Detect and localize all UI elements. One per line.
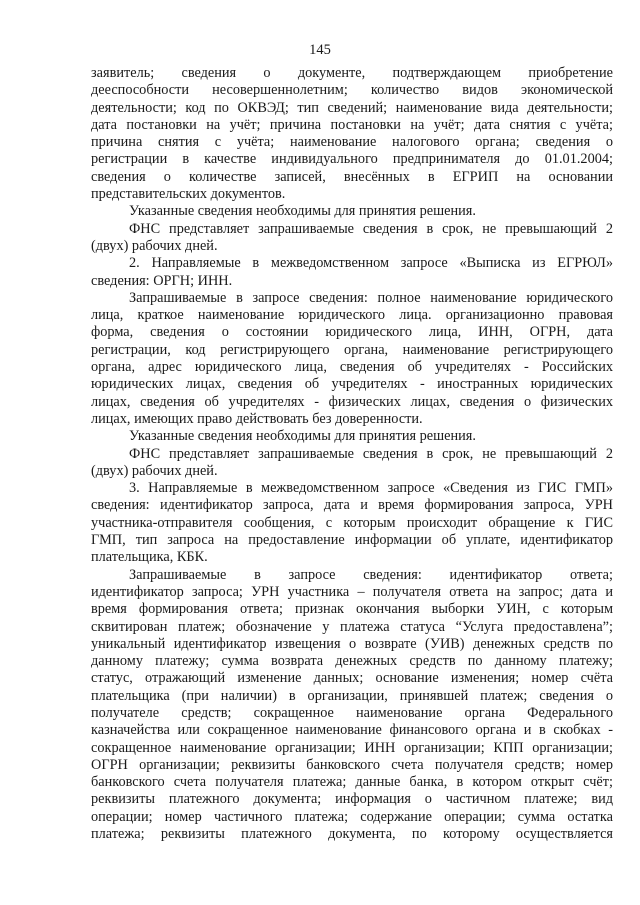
page-number: 145 xyxy=(309,42,331,58)
paragraph-line: 3. Направляемые в межведомственном запросе «Сведения из ГИС ГМП» xyxy=(129,480,613,497)
paragraph-line: ОГРН организации; реквизиты банковского счета получателя средств; номер xyxy=(91,756,613,773)
paragraph xyxy=(91,480,613,566)
paragraph-line: (двух) рабочих дней. xyxy=(91,462,218,479)
paragraph-line: лицах, сведения об учредителях - физических лицах, сведения о физических xyxy=(91,393,613,410)
paragraph-line: сокращенное наименование организации; ИНН организации; КПП организации; xyxy=(91,739,613,756)
paragraph-line: ГМП, тип запроса на предоставление информации об уплате, идентификатор xyxy=(91,532,613,549)
paragraph-line: дееспособности несовершеннолетним; количество видов экономической xyxy=(91,82,613,99)
paragraph-line: банковского счета получателя платежа; данные банка, в котором открыт счёт; xyxy=(91,774,613,791)
paragraph xyxy=(91,290,613,428)
paragraph-line: данному платежу; сумма возврата денежных средств по данному платежу; xyxy=(91,653,613,670)
paragraph-line: представительских документов. xyxy=(91,186,286,203)
paragraph-line: плательщика (при наличии) в организации, принявшей платеж; сведения о xyxy=(91,687,613,704)
paragraph-line: реквизиты платежного документа; информация о частичном платеже; вид xyxy=(91,791,613,808)
paragraph-line: платежа; реквизиты платежного документа, по которому осуществляется xyxy=(91,826,613,843)
document-body xyxy=(91,65,613,843)
paragraph-line: уникальный идентификатор извещения о возврате (УИВ) денежных средств по xyxy=(91,635,613,652)
paragraph-line: сведения: идентификатор запроса, дата и время формирования запроса, УРН xyxy=(91,497,613,514)
paragraph-line: юридических лицах, сведения об учредителях - иностранных юридических xyxy=(91,376,613,393)
paragraph-line: операции; номер частичного платежа; содержание операции; сумма остатка xyxy=(91,808,613,825)
paragraph-line: статус, отражающий изменение данных; основание изменения; номер счёта xyxy=(91,670,613,687)
paragraph-line: Запрашиваемые в запросе сведения: идентификатор ответа; xyxy=(129,566,613,583)
paragraph-line: участника-отправителя сообщения, с которым происходит обращение к ГИС xyxy=(91,514,613,531)
paragraph-line: 2. Направляемые в межведомственном запросе «Выписка из ЕГРЮЛ» xyxy=(129,255,613,272)
paragraph-line: сквитирован платеж; обозначение у платежа статуса “Услуга предоставлена”; xyxy=(91,618,613,635)
paragraph-line: лица, краткое наименование юридического лица. организационно правовая xyxy=(91,307,613,324)
paragraph-line: казначейства или сокращенное наименование финансового органа и в скобках - xyxy=(91,722,613,739)
paragraph-line: Указанные сведения необходимы для принятия решения. xyxy=(129,203,476,220)
paragraph-line: органа, адрес юридического лица, сведения об учредителях - Российских xyxy=(91,359,613,376)
paragraph xyxy=(91,203,613,220)
paragraph-line: плательщика, КБК. xyxy=(91,549,208,566)
paragraph xyxy=(91,567,613,844)
paragraph-line: форма, сведения о состоянии юридического лица, ИНН, ОГРН, дата xyxy=(91,324,613,341)
paragraph xyxy=(91,428,613,445)
paragraph-line: деятельности; код по ОКВЭД; тип сведений; наименование вида деятельности; xyxy=(91,99,613,116)
paragraph xyxy=(91,446,613,481)
paragraph-line: регистрации, код регистрирующего органа, наименование регистрирующего xyxy=(91,341,613,358)
paragraph-line: ФНС представляет запрашиваемые сведения в срок, не превышающий 2 xyxy=(129,445,613,462)
paragraph-line: идентификатор запроса; УРН участника – получателя ответа на запрос; дата и xyxy=(91,583,613,600)
paragraph-line: заявитель; сведения о документе, подтверждающем приобретение xyxy=(91,65,613,81)
paragraph-line: сведения о количестве записей, внесённых в ЕГРИП на основании xyxy=(91,168,613,185)
paragraph xyxy=(91,221,613,256)
paragraph-line: причина снятия с учёта; наименование налогового органа; сведения о xyxy=(91,134,613,151)
paragraph-line: получателе средств; сокращенное наименование органа Федерального xyxy=(91,704,613,721)
paragraph-line: (двух) рабочих дней. xyxy=(91,237,218,254)
paragraph-line: дата постановки на учёт; причина постановки на учёт; дата снятия с учёта; xyxy=(91,116,613,133)
paragraph-line: ФНС представляет запрашиваемые сведения в срок, не превышающий 2 xyxy=(129,220,613,237)
paragraph-line: Указанные сведения необходимы для принятия решения. xyxy=(129,428,476,445)
paragraph xyxy=(91,65,613,203)
paragraph-line: время формирования ответа; признак окончания выборки УИН, с которым xyxy=(91,601,613,618)
paragraph-line: сведения: ОРГН; ИНН. xyxy=(91,272,233,289)
paragraph-line: лицах, имеющих право действовать без доверенности. xyxy=(91,410,423,427)
paragraph-line: Запрашиваемые в запросе сведения: полное наименование юридического xyxy=(129,289,613,306)
paragraph-line: регистрации в качестве индивидуального предпринимателя до 01.01.2004; xyxy=(91,151,613,168)
paragraph xyxy=(91,255,613,290)
